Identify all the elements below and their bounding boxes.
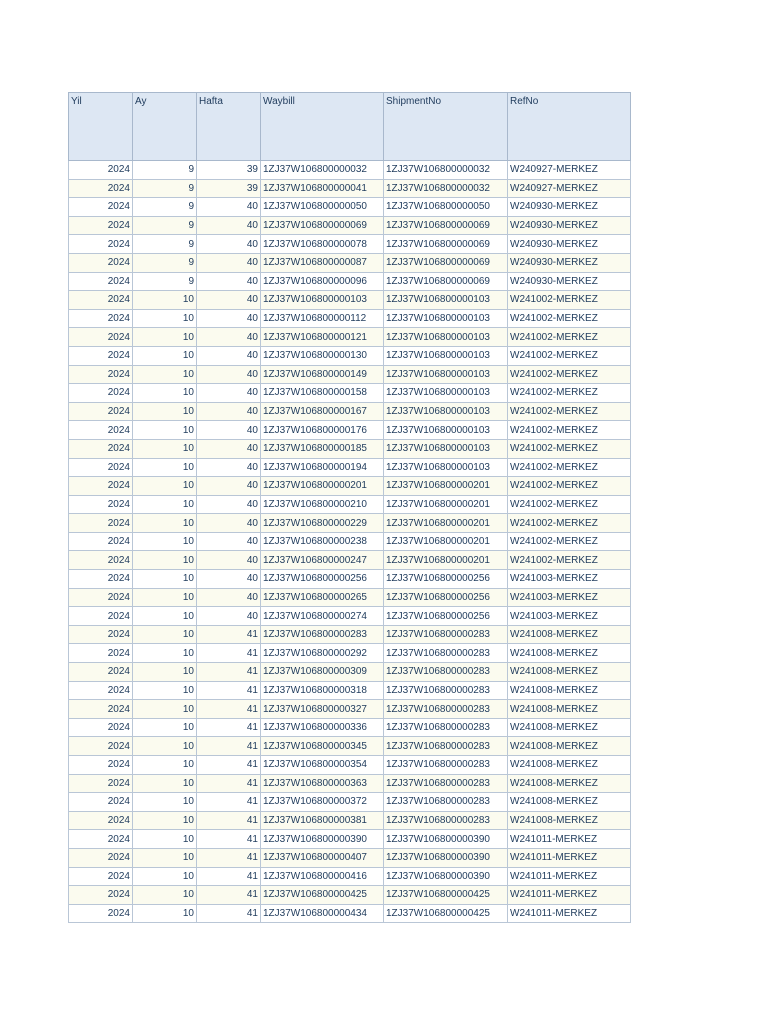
- refno-cell: W241002-MERKEZ: [508, 291, 631, 310]
- hafta-cell: 41: [197, 718, 261, 737]
- table-row: [69, 644, 631, 663]
- shipmentno-cell: 1ZJ37W106800000425: [384, 886, 508, 905]
- table-row: [69, 439, 631, 458]
- waybill-cell: 1ZJ37W106800000185: [261, 439, 384, 458]
- yil-cell: 2024: [69, 737, 133, 756]
- shipmentno-cell: 1ZJ37W106800000256: [384, 588, 508, 607]
- shipmentno-cell: 1ZJ37W106800000069: [384, 272, 508, 291]
- refno-cell: W241002-MERKEZ: [508, 439, 631, 458]
- table-row: [69, 663, 631, 682]
- shipmentno-cell: 1ZJ37W106800000103: [384, 365, 508, 384]
- yil-cell: 2024: [69, 570, 133, 589]
- ay-cell: 10: [133, 737, 197, 756]
- hafta-cell: 40: [197, 439, 261, 458]
- hafta-cell: 40: [197, 551, 261, 570]
- refno-cell: W241002-MERKEZ: [508, 421, 631, 440]
- table-row: [69, 365, 631, 384]
- yil-cell: 2024: [69, 811, 133, 830]
- waybill-cell: 1ZJ37W106800000390: [261, 830, 384, 849]
- table-row: [69, 588, 631, 607]
- yil-cell: 2024: [69, 198, 133, 217]
- yil-cell: 2024: [69, 346, 133, 365]
- ay-cell: 10: [133, 328, 197, 347]
- waybill-cell: 1ZJ37W106800000407: [261, 848, 384, 867]
- refno-cell: W241002-MERKEZ: [508, 477, 631, 496]
- refno-cell: W240930-MERKEZ: [508, 235, 631, 254]
- yil-cell: 2024: [69, 328, 133, 347]
- table-row: [69, 514, 631, 533]
- refno-cell: W241011-MERKEZ: [508, 886, 631, 905]
- shipmentno-cell: 1ZJ37W106800000201: [384, 495, 508, 514]
- ay-cell: 10: [133, 495, 197, 514]
- refno-cell: W241002-MERKEZ: [508, 495, 631, 514]
- table-row: [69, 477, 631, 496]
- ay-cell: 10: [133, 607, 197, 626]
- waybill-cell: 1ZJ37W106800000096: [261, 272, 384, 291]
- table-row: [69, 551, 631, 570]
- waybill-cell: 1ZJ37W106800000041: [261, 179, 384, 198]
- ay-cell: 10: [133, 830, 197, 849]
- hafta-cell: 40: [197, 421, 261, 440]
- table-row: [69, 179, 631, 198]
- waybill-cell: 1ZJ37W106800000381: [261, 811, 384, 830]
- refno-cell: W241008-MERKEZ: [508, 663, 631, 682]
- ay-cell: 10: [133, 681, 197, 700]
- waybill-cell: 1ZJ37W106800000274: [261, 607, 384, 626]
- ay-cell: 10: [133, 848, 197, 867]
- ay-cell: 10: [133, 588, 197, 607]
- hafta-cell: 40: [197, 570, 261, 589]
- refno-cell: W240930-MERKEZ: [508, 272, 631, 291]
- hafta-cell: 40: [197, 402, 261, 421]
- refno-cell: W241011-MERKEZ: [508, 904, 631, 923]
- waybill-cell: 1ZJ37W106800000210: [261, 495, 384, 514]
- yil-cell: 2024: [69, 458, 133, 477]
- shipmentno-cell: 1ZJ37W106800000103: [384, 346, 508, 365]
- table-header-row: [69, 93, 631, 161]
- ay-cell: 10: [133, 904, 197, 923]
- refno-cell: W241008-MERKEZ: [508, 793, 631, 812]
- yil-cell: 2024: [69, 904, 133, 923]
- refno-cell: W241002-MERKEZ: [508, 384, 631, 403]
- table-row: [69, 774, 631, 793]
- shipmentno-cell: 1ZJ37W106800000390: [384, 848, 508, 867]
- waybill-cell: 1ZJ37W106800000265: [261, 588, 384, 607]
- shipment-table: [68, 92, 631, 923]
- table-row: [69, 458, 631, 477]
- yil-cell: 2024: [69, 848, 133, 867]
- shipmentno-cell: 1ZJ37W106800000283: [384, 681, 508, 700]
- table-row: [69, 161, 631, 180]
- hafta-cell: 41: [197, 737, 261, 756]
- column-header-yil: Yil: [69, 93, 133, 161]
- shipmentno-cell: 1ZJ37W106800000283: [384, 756, 508, 775]
- table-row: [69, 811, 631, 830]
- yil-cell: 2024: [69, 830, 133, 849]
- shipmentno-cell: 1ZJ37W106800000283: [384, 774, 508, 793]
- ay-cell: 10: [133, 700, 197, 719]
- ay-cell: 9: [133, 272, 197, 291]
- waybill-cell: 1ZJ37W106800000283: [261, 625, 384, 644]
- shipmentno-cell: 1ZJ37W106800000069: [384, 235, 508, 254]
- table-row: [69, 235, 631, 254]
- shipmentno-cell: 1ZJ37W106800000201: [384, 514, 508, 533]
- column-header-hafta: Hafta: [197, 93, 261, 161]
- refno-cell: W241002-MERKEZ: [508, 551, 631, 570]
- ay-cell: 10: [133, 774, 197, 793]
- ay-cell: 10: [133, 532, 197, 551]
- refno-cell: W241008-MERKEZ: [508, 700, 631, 719]
- refno-cell: W241011-MERKEZ: [508, 848, 631, 867]
- hafta-cell: 41: [197, 625, 261, 644]
- ay-cell: 10: [133, 886, 197, 905]
- yil-cell: 2024: [69, 402, 133, 421]
- table-row: [69, 737, 631, 756]
- table-row: [69, 867, 631, 886]
- hafta-cell: 40: [197, 588, 261, 607]
- yil-cell: 2024: [69, 532, 133, 551]
- hafta-cell: 40: [197, 514, 261, 533]
- ay-cell: 9: [133, 216, 197, 235]
- yil-cell: 2024: [69, 588, 133, 607]
- waybill-cell: 1ZJ37W106800000201: [261, 477, 384, 496]
- hafta-cell: 41: [197, 663, 261, 682]
- waybill-cell: 1ZJ37W106800000087: [261, 253, 384, 272]
- hafta-cell: 40: [197, 384, 261, 403]
- column-header-ay: Ay: [133, 93, 197, 161]
- ay-cell: 10: [133, 644, 197, 663]
- hafta-cell: 40: [197, 309, 261, 328]
- shipmentno-cell: 1ZJ37W106800000425: [384, 904, 508, 923]
- shipmentno-cell: 1ZJ37W106800000103: [384, 439, 508, 458]
- waybill-cell: 1ZJ37W106800000158: [261, 384, 384, 403]
- yil-cell: 2024: [69, 644, 133, 663]
- hafta-cell: 41: [197, 830, 261, 849]
- refno-cell: W241008-MERKEZ: [508, 644, 631, 663]
- waybill-cell: 1ZJ37W106800000327: [261, 700, 384, 719]
- shipmentno-cell: 1ZJ37W106800000103: [384, 309, 508, 328]
- table-row: [69, 421, 631, 440]
- hafta-cell: 40: [197, 532, 261, 551]
- yil-cell: 2024: [69, 161, 133, 180]
- ay-cell: 10: [133, 718, 197, 737]
- yil-cell: 2024: [69, 774, 133, 793]
- yil-cell: 2024: [69, 886, 133, 905]
- table-row: [69, 198, 631, 217]
- hafta-cell: 41: [197, 700, 261, 719]
- waybill-cell: 1ZJ37W106800000121: [261, 328, 384, 347]
- yil-cell: 2024: [69, 867, 133, 886]
- ay-cell: 10: [133, 514, 197, 533]
- refno-cell: W241003-MERKEZ: [508, 607, 631, 626]
- ay-cell: 10: [133, 570, 197, 589]
- ay-cell: 10: [133, 384, 197, 403]
- shipmentno-cell: 1ZJ37W106800000283: [384, 700, 508, 719]
- yil-cell: 2024: [69, 625, 133, 644]
- ay-cell: 9: [133, 198, 197, 217]
- yil-cell: 2024: [69, 700, 133, 719]
- refno-cell: W241008-MERKEZ: [508, 625, 631, 644]
- yil-cell: 2024: [69, 495, 133, 514]
- ay-cell: 9: [133, 179, 197, 198]
- table-row: [69, 272, 631, 291]
- shipmentno-cell: 1ZJ37W106800000032: [384, 179, 508, 198]
- hafta-cell: 40: [197, 477, 261, 496]
- waybill-cell: 1ZJ37W106800000336: [261, 718, 384, 737]
- yil-cell: 2024: [69, 681, 133, 700]
- table-row: [69, 793, 631, 812]
- hafta-cell: 40: [197, 235, 261, 254]
- refno-cell: W241008-MERKEZ: [508, 774, 631, 793]
- yil-cell: 2024: [69, 718, 133, 737]
- yil-cell: 2024: [69, 607, 133, 626]
- waybill-cell: 1ZJ37W106800000363: [261, 774, 384, 793]
- hafta-cell: 41: [197, 793, 261, 812]
- shipmentno-cell: 1ZJ37W106800000283: [384, 718, 508, 737]
- shipmentno-cell: 1ZJ37W106800000390: [384, 867, 508, 886]
- shipmentno-cell: 1ZJ37W106800000103: [384, 291, 508, 310]
- hafta-cell: 40: [197, 495, 261, 514]
- refno-cell: W241002-MERKEZ: [508, 346, 631, 365]
- hafta-cell: 40: [197, 346, 261, 365]
- yil-cell: 2024: [69, 384, 133, 403]
- table-body: [69, 161, 631, 923]
- ay-cell: 10: [133, 365, 197, 384]
- shipmentno-cell: 1ZJ37W106800000103: [384, 421, 508, 440]
- shipmentno-cell: 1ZJ37W106800000201: [384, 532, 508, 551]
- yil-cell: 2024: [69, 663, 133, 682]
- waybill-cell: 1ZJ37W106800000425: [261, 886, 384, 905]
- refno-cell: W241002-MERKEZ: [508, 532, 631, 551]
- hafta-cell: 41: [197, 848, 261, 867]
- refno-cell: W241011-MERKEZ: [508, 830, 631, 849]
- shipmentno-cell: 1ZJ37W106800000390: [384, 830, 508, 849]
- waybill-cell: 1ZJ37W106800000229: [261, 514, 384, 533]
- ay-cell: 10: [133, 793, 197, 812]
- waybill-cell: 1ZJ37W106800000167: [261, 402, 384, 421]
- table-row: [69, 346, 631, 365]
- refno-cell: W241002-MERKEZ: [508, 402, 631, 421]
- shipmentno-cell: 1ZJ37W106800000032: [384, 161, 508, 180]
- ay-cell: 10: [133, 663, 197, 682]
- waybill-cell: 1ZJ37W106800000149: [261, 365, 384, 384]
- shipmentno-cell: 1ZJ37W106800000050: [384, 198, 508, 217]
- table-row: [69, 886, 631, 905]
- refno-cell: W241008-MERKEZ: [508, 756, 631, 775]
- ay-cell: 9: [133, 253, 197, 272]
- shipmentno-cell: 1ZJ37W106800000283: [384, 737, 508, 756]
- refno-cell: W241008-MERKEZ: [508, 811, 631, 830]
- hafta-cell: 41: [197, 886, 261, 905]
- yil-cell: 2024: [69, 439, 133, 458]
- hafta-cell: 40: [197, 198, 261, 217]
- table-row: [69, 681, 631, 700]
- refno-cell: W241008-MERKEZ: [508, 681, 631, 700]
- ay-cell: 9: [133, 161, 197, 180]
- shipmentno-cell: 1ZJ37W106800000283: [384, 811, 508, 830]
- yil-cell: 2024: [69, 551, 133, 570]
- shipmentno-cell: 1ZJ37W106800000283: [384, 625, 508, 644]
- refno-cell: W241002-MERKEZ: [508, 458, 631, 477]
- yil-cell: 2024: [69, 291, 133, 310]
- hafta-cell: 39: [197, 161, 261, 180]
- yil-cell: 2024: [69, 514, 133, 533]
- shipmentno-cell: 1ZJ37W106800000103: [384, 328, 508, 347]
- ay-cell: 10: [133, 458, 197, 477]
- refno-cell: W241008-MERKEZ: [508, 718, 631, 737]
- waybill-cell: 1ZJ37W106800000354: [261, 756, 384, 775]
- hafta-cell: 41: [197, 811, 261, 830]
- hafta-cell: 40: [197, 272, 261, 291]
- table-row: [69, 625, 631, 644]
- hafta-cell: 40: [197, 216, 261, 235]
- ay-cell: 10: [133, 477, 197, 496]
- waybill-cell: 1ZJ37W106800000292: [261, 644, 384, 663]
- waybill-cell: 1ZJ37W106800000416: [261, 867, 384, 886]
- shipmentno-cell: 1ZJ37W106800000201: [384, 551, 508, 570]
- hafta-cell: 41: [197, 774, 261, 793]
- waybill-cell: 1ZJ37W106800000247: [261, 551, 384, 570]
- yil-cell: 2024: [69, 235, 133, 254]
- shipmentno-cell: 1ZJ37W106800000283: [384, 793, 508, 812]
- shipmentno-cell: 1ZJ37W106800000103: [384, 402, 508, 421]
- ay-cell: 10: [133, 439, 197, 458]
- refno-cell: W240927-MERKEZ: [508, 161, 631, 180]
- refno-cell: W240930-MERKEZ: [508, 198, 631, 217]
- hafta-cell: 41: [197, 904, 261, 923]
- table-row: [69, 402, 631, 421]
- refno-cell: W241011-MERKEZ: [508, 867, 631, 886]
- yil-cell: 2024: [69, 272, 133, 291]
- waybill-cell: 1ZJ37W106800000176: [261, 421, 384, 440]
- ay-cell: 9: [133, 235, 197, 254]
- hafta-cell: 41: [197, 756, 261, 775]
- table-row: [69, 495, 631, 514]
- refno-cell: W241003-MERKEZ: [508, 588, 631, 607]
- shipmentno-cell: 1ZJ37W106800000069: [384, 216, 508, 235]
- waybill-cell: 1ZJ37W106800000069: [261, 216, 384, 235]
- table-row: [69, 570, 631, 589]
- waybill-cell: 1ZJ37W106800000103: [261, 291, 384, 310]
- shipmentno-cell: 1ZJ37W106800000103: [384, 458, 508, 477]
- table-row: [69, 532, 631, 551]
- yil-cell: 2024: [69, 756, 133, 775]
- hafta-cell: 41: [197, 644, 261, 663]
- waybill-cell: 1ZJ37W106800000256: [261, 570, 384, 589]
- yil-cell: 2024: [69, 309, 133, 328]
- hafta-cell: 40: [197, 607, 261, 626]
- shipmentno-cell: 1ZJ37W106800000256: [384, 570, 508, 589]
- hafta-cell: 41: [197, 867, 261, 886]
- hafta-cell: 40: [197, 291, 261, 310]
- hafta-cell: 40: [197, 328, 261, 347]
- waybill-cell: 1ZJ37W106800000032: [261, 161, 384, 180]
- shipmentno-cell: 1ZJ37W106800000103: [384, 384, 508, 403]
- yil-cell: 2024: [69, 365, 133, 384]
- table-row: [69, 904, 631, 923]
- hafta-cell: 40: [197, 253, 261, 272]
- shipmentno-cell: 1ZJ37W106800000283: [384, 644, 508, 663]
- hafta-cell: 39: [197, 179, 261, 198]
- waybill-cell: 1ZJ37W106800000112: [261, 309, 384, 328]
- table-row: [69, 216, 631, 235]
- waybill-cell: 1ZJ37W106800000318: [261, 681, 384, 700]
- waybill-cell: 1ZJ37W106800000309: [261, 663, 384, 682]
- waybill-cell: 1ZJ37W106800000434: [261, 904, 384, 923]
- refno-cell: W240930-MERKEZ: [508, 253, 631, 272]
- waybill-cell: 1ZJ37W106800000372: [261, 793, 384, 812]
- refno-cell: W241002-MERKEZ: [508, 328, 631, 347]
- yil-cell: 2024: [69, 477, 133, 496]
- ay-cell: 10: [133, 309, 197, 328]
- refno-cell: W241002-MERKEZ: [508, 514, 631, 533]
- shipmentno-cell: 1ZJ37W106800000201: [384, 477, 508, 496]
- table-row: [69, 328, 631, 347]
- table-row: [69, 830, 631, 849]
- hafta-cell: 41: [197, 681, 261, 700]
- ay-cell: 10: [133, 291, 197, 310]
- table-row: [69, 700, 631, 719]
- waybill-cell: 1ZJ37W106800000130: [261, 346, 384, 365]
- column-header-shipmentno: ShipmentNo: [384, 93, 508, 161]
- hafta-cell: 40: [197, 458, 261, 477]
- refno-cell: W241003-MERKEZ: [508, 570, 631, 589]
- refno-cell: W240927-MERKEZ: [508, 179, 631, 198]
- refno-cell: W241002-MERKEZ: [508, 365, 631, 384]
- ay-cell: 10: [133, 625, 197, 644]
- yil-cell: 2024: [69, 793, 133, 812]
- table-row: [69, 253, 631, 272]
- ay-cell: 10: [133, 551, 197, 570]
- shipmentno-cell: 1ZJ37W106800000069: [384, 253, 508, 272]
- shipmentno-cell: 1ZJ37W106800000256: [384, 607, 508, 626]
- yil-cell: 2024: [69, 253, 133, 272]
- waybill-cell: 1ZJ37W106800000078: [261, 235, 384, 254]
- hafta-cell: 40: [197, 365, 261, 384]
- table-row: [69, 309, 631, 328]
- waybill-cell: 1ZJ37W106800000050: [261, 198, 384, 217]
- ay-cell: 10: [133, 811, 197, 830]
- table-row: [69, 607, 631, 626]
- waybill-cell: 1ZJ37W106800000194: [261, 458, 384, 477]
- ay-cell: 10: [133, 402, 197, 421]
- ay-cell: 10: [133, 756, 197, 775]
- table-row: [69, 291, 631, 310]
- table-row: [69, 718, 631, 737]
- ay-cell: 10: [133, 867, 197, 886]
- waybill-cell: 1ZJ37W106800000238: [261, 532, 384, 551]
- table-row: [69, 384, 631, 403]
- column-header-refno: RefNo: [508, 93, 631, 161]
- ay-cell: 10: [133, 346, 197, 365]
- yil-cell: 2024: [69, 216, 133, 235]
- refno-cell: W241008-MERKEZ: [508, 737, 631, 756]
- ay-cell: 10: [133, 421, 197, 440]
- waybill-cell: 1ZJ37W106800000345: [261, 737, 384, 756]
- table-row: [69, 848, 631, 867]
- yil-cell: 2024: [69, 179, 133, 198]
- shipmentno-cell: 1ZJ37W106800000283: [384, 663, 508, 682]
- table-row: [69, 756, 631, 775]
- yil-cell: 2024: [69, 421, 133, 440]
- refno-cell: W241002-MERKEZ: [508, 309, 631, 328]
- column-header-waybill: Waybill: [261, 93, 384, 161]
- refno-cell: W240930-MERKEZ: [508, 216, 631, 235]
